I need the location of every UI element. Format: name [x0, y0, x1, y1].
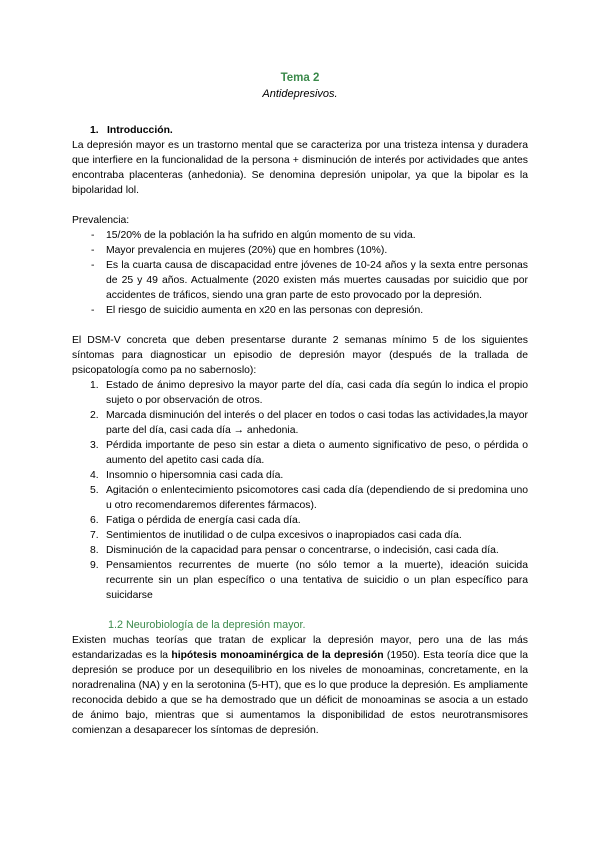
list-item — [72, 558, 528, 603]
item-text: Agitación o enlentecimiento psicomotores casi cada día (dependiendo de si predomina uno u otro recomendaremos diferentes fármacos). — [106, 485, 528, 511]
section-heading-introduccion — [72, 123, 528, 138]
prevalence-label: Prevalencia: — [72, 215, 130, 226]
item-number: 4. — [90, 470, 99, 481]
paragraph-text: (1950). Esta teoría dice que la depresión se produce por un desequilibrio en los niveles de monoaminas, concretamente, en la noradrenalina (NA) y en la serotonina (5-HT), que es lo que produce la depresión. Es ampliamente reconocida debido a que se ha demostrado que un déficit de monoaminas se asocia a un estado de ánimo bajo, mientras que si aumentamos la disponibilidad de estos neurotransmisores comienzan a desaparecer los síntomas de depresión. — [72, 650, 528, 736]
dsm-symptom-list — [72, 378, 528, 603]
list-item — [72, 468, 528, 483]
list-item: - Es la cuarta causa de discapacidad entre jóvenes de 10-24 años y la sexta entre personas de 25 y 49 años. Actualmente (2020 existen más muertes causadas por suicidio que por accidentes de tráficos, siendo una gran parte de esto provocado por la depresión. — [72, 258, 528, 303]
dsm-intro-paragraph: El DSM-V concreta que deben presentarse durante 2 semanas mínimo 5 de los siguientes síntomas para diagnosticar un episodio de depresión mayor (después de la trallada de psicopatología como pa no sabernoslo): — [72, 335, 528, 376]
item-number: 6. — [90, 515, 99, 526]
document-title: Tema 2 — [280, 72, 320, 84]
item-text: Marcada disminución del interés o del placer en todos o casi todas las actividades,la mayor parte del día, casi cada día → anhedonia. — [106, 410, 528, 436]
list-item — [72, 378, 528, 408]
item-number: 2. — [90, 410, 99, 421]
item-number: 7. — [90, 530, 99, 541]
paragraph-text: Existen muchas teorías que tratan de explicar la depresión mayor, pero una de las más estandarizadas es la — [72, 635, 528, 661]
item-text: Pérdida importante de peso sin estar a dieta o aumento significativo de peso, o pérdida o aumento del apetito casi cada día. — [106, 440, 528, 466]
subsection-heading-neurobiologia: 1.2 Neurobiología de la depresión mayor. — [108, 619, 306, 631]
neurobiology-paragraph — [72, 633, 528, 738]
section-heading-text: Introducción. — [107, 125, 173, 136]
list-item — [72, 543, 528, 558]
list-item — [72, 513, 528, 528]
list-item: - Mayor prevalencia en mujeres (20%) que en hombres (10%). — [72, 243, 528, 258]
item-number: 1. — [90, 380, 99, 391]
document-subtitle: Antidepresivos. — [262, 88, 338, 100]
section-number: 1. — [90, 125, 99, 136]
item-text: Sentimientos de inutilidad o de culpa excesivos o inapropiados casi cada día. — [106, 530, 462, 541]
list-item — [72, 483, 528, 513]
item-number: 8. — [90, 545, 99, 556]
list-item — [72, 438, 528, 468]
list-item: - 15/20% de la población la ha sufrido en algún momento de su vida. — [72, 228, 528, 243]
item-number: 5. — [90, 485, 99, 496]
item-text: Fatiga o pérdida de energía casi cada día. — [106, 515, 301, 526]
intro-paragraph: La depresión mayor es un trastorno mental que se caracteriza por una tristeza intensa y duradera que interfiere en la funcionalidad de la persona + disminución de interés por actividades que antes encontraba placenteras (anhedonia). Se denomina depresión unipolar, ya que la bipolar es la bipolaridad lol. — [72, 140, 528, 196]
item-text: Disminución de la capacidad para pensar o concentrarse, o indecisión, casi cada día. — [106, 545, 499, 556]
list-item: - El riesgo de suicidio aumenta en x20 en las personas con depresión. — [72, 303, 528, 318]
item-text: Estado de ánimo depresivo la mayor parte del día, casi cada día según lo indica el propio sujeto o por observación de otros. — [106, 380, 528, 406]
list-item — [72, 528, 528, 543]
list-item — [72, 408, 528, 438]
item-text: Insomnio o hipersomnia casi cada día. — [106, 470, 284, 481]
item-number: 3. — [90, 440, 99, 451]
document-page — [72, 70, 528, 738]
item-number: 9. — [90, 560, 99, 571]
prevalence-list — [72, 228, 528, 318]
item-text: Pensamientos recurrentes de muerte (no sólo temor a la muerte), ideación suicida recurrente sin un plan específico o una tentativa de suicidio o un plan específico para suicidarse — [106, 560, 528, 601]
bold-term: hipótesis monoaminérgica de la depresión — [171, 650, 384, 661]
